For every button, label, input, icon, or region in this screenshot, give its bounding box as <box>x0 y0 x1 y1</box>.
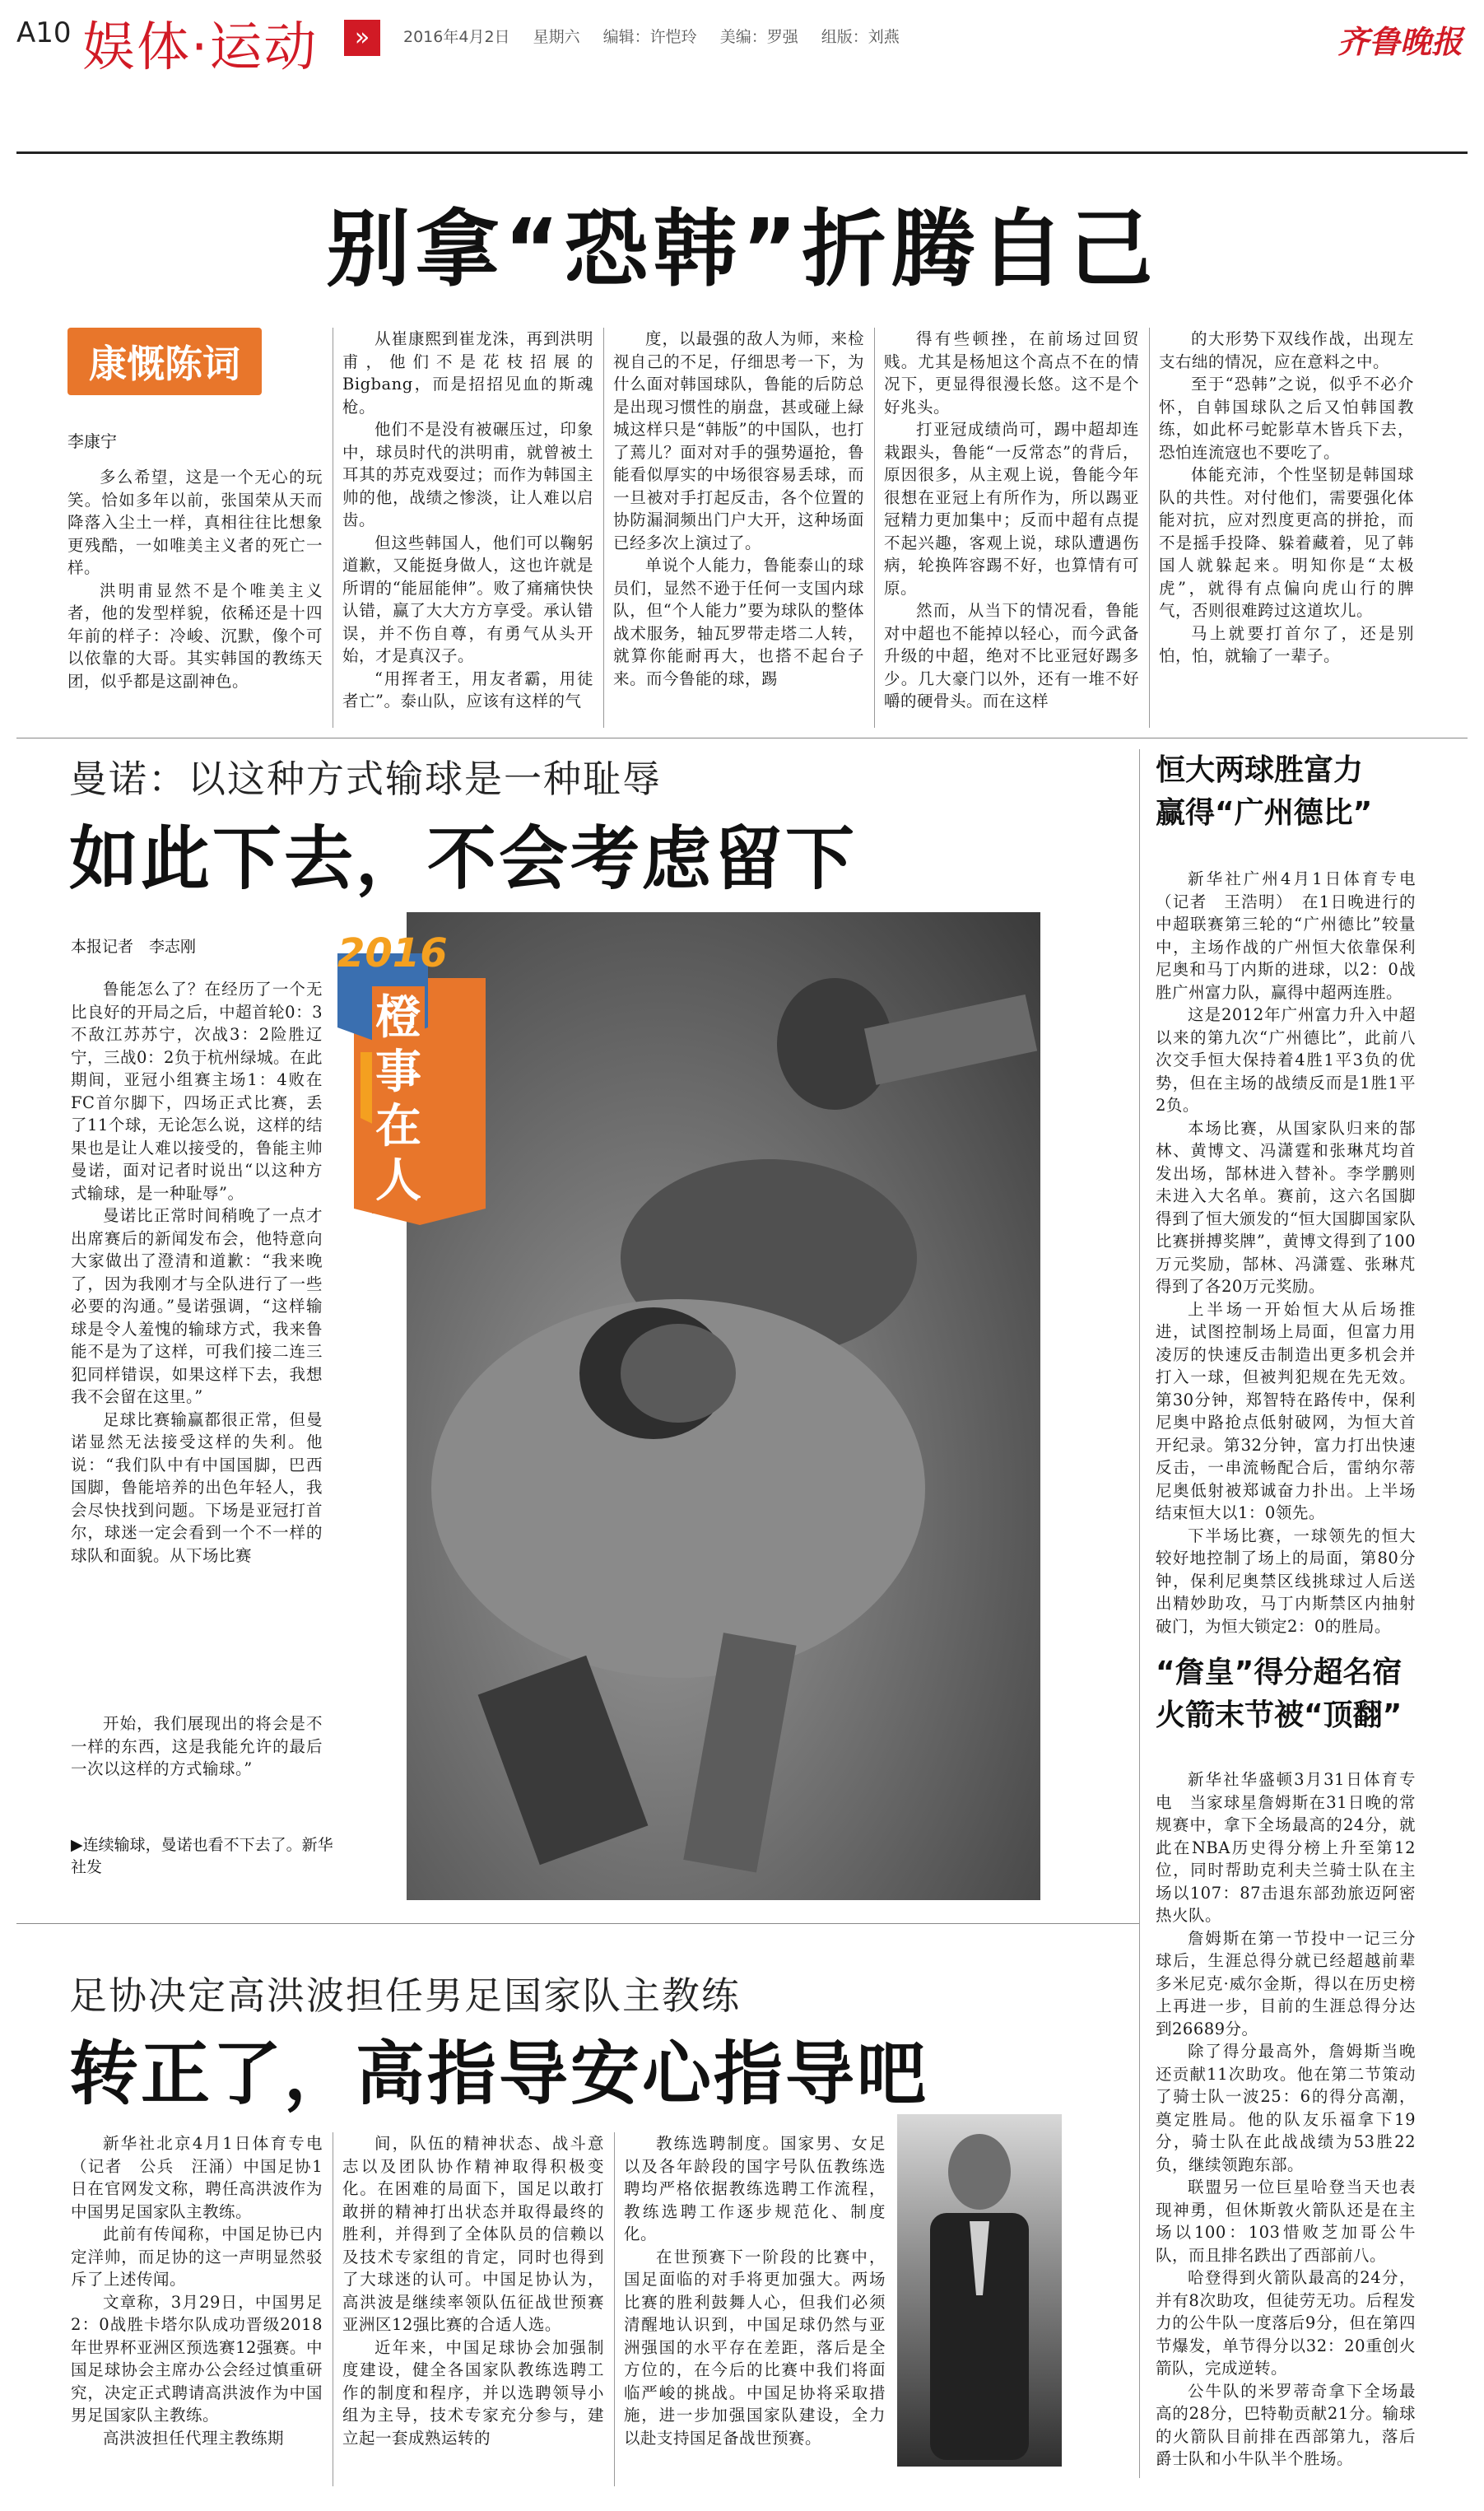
top-headline: 别拿“恐韩”折腾自己 <box>326 201 1158 299</box>
coach-portrait <box>897 2114 1062 2467</box>
paragraph: 新华社广州4月1日体育专电（记者 王浩明） 在1日晚进行的中超联赛第三轮的“广州德比”较量中，主场作战的广州恒大依靠保利尼奥和马丁内斯的进球，以2：0战胜广州富力队，赢得中超两连胜。 <box>1156 869 1416 1002</box>
section-divider <box>16 1923 1139 1924</box>
paragraph: 的大形势下双线作战，出现左支右绌的情况，应在意料之中。 <box>1159 329 1414 371</box>
paragraph: 马上就要打首尔了，还是别怕，怕，就输了一辈子。 <box>1159 623 1414 665</box>
top-author: 李康宁 <box>67 431 117 451</box>
logo-year: 2016 <box>337 930 448 976</box>
paragraph: 此前有传闻称，中国足协已内定洋帅，而足协的这一声明显然驳斥了上述传闻。 <box>71 2224 323 2289</box>
sidebar-a-headline-line1: 恒大两球胜富力 <box>1156 753 1364 787</box>
paragraph: 文章称，3月29日，中国男足2：0战胜卡塔尔队成功晋级2018年世界杯亚洲区预选赛12强赛。中国足球协会主席办公会经过慎重研究，决定正式聘请高洪波作为中国男足国家队主教练。 <box>71 2292 323 2425</box>
paragraph: 但这些韩国人，他们可以鞠躬道歉，又能挺身做人，这也许就是所谓的“能屈能伸”。败了痛痛快快认错，赢了大大方方享受。承认错误，并不伤自尊，有勇气从头开始，才是真汉子。 <box>342 533 593 665</box>
paragraph: “用挥者王，用友者霸，用徒者亡”。泰山队，应该有这样的气 <box>342 669 593 710</box>
paragraph: 哈登得到火箭队最高的24分，并有8次助攻，但徒劳无功。后程发力的公牛队一度落后9分，但在第四节爆发，单节得分以32：20重创火箭队，完成逆转。 <box>1156 2268 1416 2378</box>
paragraph: 间，队伍的精神状态、战斗意志以及团队协作精神取得积极变化。在困难的局面下，国足以敢打敢拼的精神打出状态并取得最终的胜利，并得到了全体队员的信赖以及技术专家组的肯定，同时也得到了大球迷的认可。中国足协认为，高洪波是继续率领队伍征战世预赛亚洲区12强比赛的合适人选。 <box>342 2134 604 2334</box>
section-title <box>82 5 318 81</box>
paragraph: 在世预赛下一阶段的比赛中，国足面临的对手将更加强大。两场比赛的胜利鼓舞人心，但我们必须清醒地认识到，中国足球仍然与亚洲强国的水平存在差距，落后是全方位的，在今后的比赛中我们将面临严峻的挑战。中国足协将采取措施，进一步加强国家队建设，全力以赴支持国足备战世预赛。 <box>624 2247 886 2448</box>
paragraph: 近年来，中国足球协会加强制度建设，健全各国家队教练选聘工作的制度和程序，并以选聘领导小组为主导，技术专家充分参与，建立起一套成熟运转的 <box>342 2337 604 2448</box>
paragraph: 教练选聘制度。国家男、女足以及各年龄段的国字号队伍教练选聘均严格依据教练选聘工作流程，教练选聘工作逐步规范化、制度化。 <box>624 2134 886 2243</box>
paragraph: 体能充沛，个性坚韧是韩国球队的共性。对付他们，需要强化体能对抗，应对烈度更高的拼抢，而不是摇手投降、躲着藏着，见了韩国人就躲起来。明知你是“太极虎”，就得有点偏向虎山行的脾气，否则很难跨过这道坎儿。 <box>1159 465 1414 620</box>
sidebar-divider <box>1139 749 1140 2478</box>
photo-caption: ▶连续输球，曼诺也看不下去了。新华社发 <box>71 1836 333 1876</box>
paragraph: 曼诺比正常时间稍晚了一点才出席赛后的新闻发布会，他特意向大家做出了澄清和道歉：“我来晚了，因为我刚才与全队进行了一些必要的沟通。”曼诺强调，“这样输球是令人羞愧的输球方式，我来鲁能不是为了这样，可我们接二连三犯同样错误，如果这样下去，我想我不会留在这里。” <box>71 1206 323 1406</box>
paragraph: 至于“恐韩”之说，似乎不必介怀，自韩国球队之后又怕韩国教练，如此杯弓蛇影草木皆兵下去，恐怕连流寇也不要吃了。 <box>1159 375 1414 462</box>
sidebar-b-headline-line2: 火箭末节被“顶翻” <box>1156 1698 1403 1732</box>
top-col-3 <box>613 328 864 731</box>
paragraph: 得有些顿挫，在前场过回贸贱。尤其是杨旭这个高点不在的情况下，更显得很漫长悠。这不是个好兆头。 <box>884 329 1139 417</box>
column-divider <box>874 328 875 728</box>
sidebar-a-headline <box>1156 749 1372 835</box>
story3-kicker: 足协决定高洪波担任男足国家队主教练 <box>69 1973 741 2018</box>
paragraph: 下半场比赛，一球领先的恒大较好地控制了场上的局面，第80分钟，保利尼奥禁区线挑球过人后送出精妙助攻，马丁内斯禁区内抽射破门，为恒大锁定2：0的胜局。 <box>1156 1526 1416 1636</box>
column-divider <box>603 328 604 728</box>
story2-author: 本报记者 李志刚 <box>71 938 197 956</box>
story2-continuation <box>71 1712 323 1791</box>
paragraph: 开始，我们展现出的将会是不一样的东西，这是我能允许的最后一次以这样的方式输球。” <box>71 1714 323 1778</box>
top-col-5 <box>1159 328 1414 731</box>
match-photo <box>407 912 1040 1900</box>
story3-col-3 <box>624 2132 886 2495</box>
paragraph: 洪明甫显然不是个唯美主义者，他的发型样貌，依稀还是十四年前的样子：冷峻、沉默，像个可以依靠的大哥。其实韩国的教练天团，似乎都是这副神色。 <box>67 580 323 691</box>
paragraph: 高洪波担任代理主教练期 <box>103 2428 285 2448</box>
paragraph: 除了得分最高外，詹姆斯当晚还贡献11次助攻。他在第二节策动了骑士队一波25：6的得分高潮，奠定胜局。他的队友乐福拿下19分，骑士队在此战战绩为53胜22负，继续领跑东部。 <box>1156 2042 1416 2174</box>
paragraph: 上半场一开始恒大从后场推进，试图控制场上局面，但富力用凌厉的快速反击制造出更多机会并打入一球，但被判犯规在先无效。第30分钟，郑智特在路传中，保利尼奥中路抢点低射破网，为恒大首开纪录。第32分钟，富力打出快速反击，一串流畅配合后，雷纳尔蒂尼奥低射被郑诚奋力扑出。上半场结束恒大以1：0领先。 <box>1156 1299 1416 1522</box>
coach-portrait-drawing <box>897 2114 1062 2467</box>
header-editor: 编辑：许恺玲 <box>602 28 697 46</box>
page-number: A10 <box>16 16 72 49</box>
sidebar-b-headline <box>1156 1651 1402 1737</box>
section-sub: 运动 <box>209 17 319 78</box>
paragraph: 联盟另一位巨星哈登当天也表现神勇，但休斯敦火箭队还是在主场以100：103惜败芝加哥公牛队，而且排名跌出了西部前八。 <box>1156 2178 1416 2265</box>
paragraph: 新华社北京4月1日体育专电（记者 公兵 汪涌）中国足协1日在官网发文称，聘任高洪波作为中国男足国家队主教练。 <box>71 2134 323 2221</box>
story2-headline: 如此下去，不会考虑留下 <box>69 818 858 899</box>
top-col-1 <box>67 466 323 729</box>
story3-col-2 <box>342 2132 604 2495</box>
story3-headline: 转正了，高指导安心指导吧 <box>69 2033 929 2114</box>
paragraph: 本场比赛，从国家队归来的郜林、黄博文、冯潇霆和张琳芃均首发出场，郜林进入替补。李学鹏则未进入大名单。赛前，这六名国脚得到了恒大颁发的“恒大国脚国家队比赛拼搏奖牌”，黄博文得到了100万元奖励，郜林、冯潇霆、张琳芃得到了各20万元奖励。 <box>1156 1118 1416 1296</box>
section-dot: · <box>191 17 210 78</box>
story3-col-1 <box>71 2132 323 2495</box>
section-arrow-icon: » <box>344 20 380 56</box>
top-col-4 <box>884 328 1139 731</box>
paragraph: 从崔康熙到崔龙洙，再到洪明甫，他们不是花枝招展的Bigbang，而是招招见血的斯魂枪。 <box>342 329 593 417</box>
header-weekday: 星期六 <box>533 28 580 46</box>
column-badge: 康慨陈词 <box>67 328 262 395</box>
paragraph: 这是2012年广州富力升入中超以来的第九次“广州德比”，此前八次交手恒大保持着4胜1平3负的优势，但在主场的战绩反而是1胜1平2负。 <box>1156 1005 1416 1115</box>
section-name: 娱体 <box>82 17 191 78</box>
paragraph: 度，以最强的敌人为师，来检视自己的不足，仔细思考一下，为什么面对韩国球队，鲁能的后防总是出现习惯性的崩盘，甚或碰上緑城这样只是“韩版”的中国队，也打了蔫儿？面对对手的强势逼抢，鲁能看似厚实的中场很容易丢球，而一旦被对手打起反击，各个位置的协防漏洞频出门户大开，这种场面已经多次上演过了。 <box>613 329 864 552</box>
header-designer: 美编：罗强 <box>719 28 798 46</box>
header-meta <box>403 25 918 47</box>
top-col-2 <box>342 328 593 731</box>
sidebar-b-body <box>1156 1768 1416 2493</box>
story2-body <box>71 978 323 1604</box>
column-divider <box>1149 328 1150 728</box>
sidebar-a-headline-line2: 赢得“广州德比” <box>1156 796 1373 830</box>
masthead-logo: 齐鲁晚报 <box>1337 23 1463 60</box>
sidebar-a-body <box>1156 868 1416 1658</box>
story2-kicker: 曼诺：以这种方式输球是一种耻辱 <box>69 757 662 801</box>
logo-title: 橙事在人 <box>372 986 425 1214</box>
paragraph: 詹姆斯在第一节投中一记三分球后，生涯总得分就已经超越前辈多米尼克·威尔金斯，得以在历史榜上再进一步，目前的生涯总得分达到26689分。 <box>1156 1928 1416 2038</box>
match-photo-drawing <box>407 912 1040 1900</box>
sidebar-b-headline-line1: “詹皇”得分超名宿 <box>1156 1656 1403 1689</box>
header-date: 2016年4月2日 <box>403 28 510 46</box>
paragraph: 多么希望，这是一个无心的玩笑。恰如多年以前，张国荣从天而降落入尘土一样，真相往往比想象更残酷，一如唯美主义者的死亡一样。 <box>67 468 323 577</box>
paragraph: 新华社华盛顿3月31日体育专电 当家球星詹姆斯在31日晚的常规赛中，拿下全场最高的24分，就此在NBA历史得分榜上升至第12位，同时帮助克利夫兰骑士队在主场以107：87击退东部劲旅迈阿密热火队。 <box>1156 1770 1416 1925</box>
paragraph: 然而，从当下的情况看，鲁能对中超也不能掉以轻心，而今武备升级的中超，绝对不比亚冠好踢多少。几大豪门以外，还有一堆不好嚼的硬骨头。而在这样 <box>884 601 1139 710</box>
header-proof: 组版：刘燕 <box>821 28 900 46</box>
header-rule <box>16 151 1468 154</box>
paragraph: 鲁能怎么了？在经历了一个无比良好的开局之后，中超首轮0：3不敌江苏苏宁，次战3：2险胜辽宁，三战0：2负于杭州绿城。在此期间，亚冠小组赛主场1：4败在FC首尔脚下，四场正式比赛，丢了11个球，无论怎么说，这样的结果也是让人难以接受的，鲁能主帅曼诺，面对记者时说出“以这种方式输球，是一种耻辱”。 <box>71 980 323 1203</box>
paragraph: 公牛队的米罗蒂奇拿下全场最高的28分，巴特勒贡献21分。输球的火箭队目前排在西部第九，落后爵士队和小牛队半个胜场。 <box>1156 2381 1416 2468</box>
column-divider <box>614 2132 615 2486</box>
paragraph: 足球比赛输赢都很正常，但曼诺显然无法接受这样的失利。他说：“我们队中有中国国脚，巴西国脚，鲁能培养的出色年轻人，我会尽快找到问题。下场是亚冠打首尔，球迷一定会看到一个不一样的球队和面貌。从下场比赛 <box>71 1409 323 1565</box>
paragraph: 单说个人能力，鲁能泰山的球员们，显然不逊于任何一支国内球队，但“个人能力”要为球队的整体战术服务，轴瓦罗带走塔二人转，就算你能耐再大，也搭不起台子来。而今鲁能的球，踢 <box>613 556 864 688</box>
paragraph: 打亚冠成绩尚可，踢中超却连栽跟头，鲁能“一反常态”的背后，原因很多，从主观上说，鲁能今年很想在亚冠上有所作为，所以踢亚冠精力更加集中；反而中超有点提不起兴趣，客观上说，球队遭遇伤病，轮换阵容踢不好，也算情有可原。 <box>884 420 1139 598</box>
paragraph: 他们不是没有被碾压过，印象中，球员时代的洪明甫，就曾被土耳其的苏克戏耍过；而作为韩国主帅的他，战绩之惨淡，让人难以启齿。 <box>342 420 593 529</box>
